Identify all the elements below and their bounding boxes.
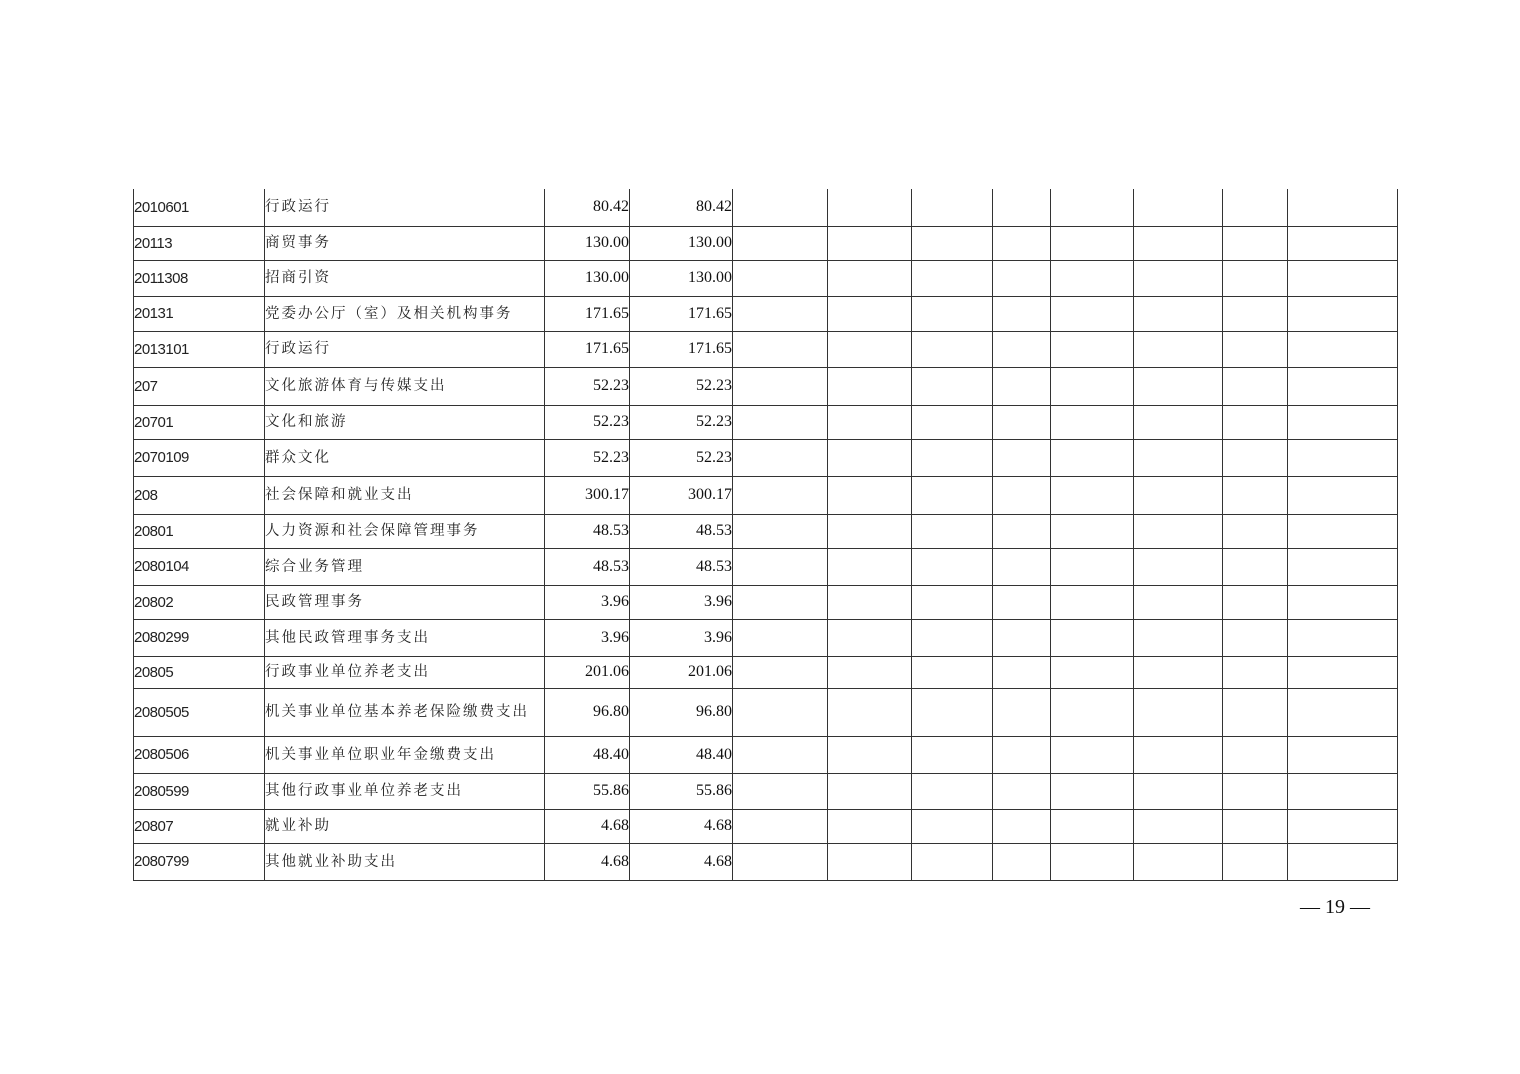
empty-cell <box>1288 476 1398 514</box>
empty-cell <box>1134 514 1223 548</box>
empty-cell <box>1051 809 1134 843</box>
empty-cell <box>912 331 993 367</box>
empty-cell <box>1134 260 1223 296</box>
empty-cell <box>1223 585 1288 619</box>
total-amount-cell: 3.96 <box>545 619 630 656</box>
empty-cell <box>1134 331 1223 367</box>
subject-code-cell: 20131 <box>134 296 265 331</box>
basic-amount-cell: 300.17 <box>630 476 733 514</box>
empty-cell <box>1223 260 1288 296</box>
subject-name-cell: 其他行政事业单位养老支出 <box>265 773 545 809</box>
empty-cell <box>733 809 828 843</box>
empty-cell <box>1051 688 1134 736</box>
empty-cell <box>1288 619 1398 656</box>
subject-code-cell: 20805 <box>134 656 265 688</box>
empty-cell <box>828 296 912 331</box>
table-row <box>134 585 1398 619</box>
empty-cell <box>1223 296 1288 331</box>
empty-cell <box>1223 773 1288 809</box>
empty-cell <box>1288 548 1398 585</box>
subject-name-cell: 机关事业单位基本养老保险缴费支出 <box>265 688 545 736</box>
total-amount-cell: 130.00 <box>545 226 630 260</box>
empty-cell <box>1134 189 1223 226</box>
subject-code-cell: 208 <box>134 476 265 514</box>
empty-cell <box>733 189 828 226</box>
subject-name-cell: 群众文化 <box>265 439 545 476</box>
empty-cell <box>993 476 1051 514</box>
subject-name-cell: 就业补助 <box>265 809 545 843</box>
table-row <box>134 439 1398 476</box>
empty-cell <box>912 736 993 773</box>
basic-amount-cell: 130.00 <box>630 260 733 296</box>
empty-cell <box>733 514 828 548</box>
empty-cell <box>993 226 1051 260</box>
empty-cell <box>828 476 912 514</box>
subject-code-cell: 2080506 <box>134 736 265 773</box>
total-amount-cell: 48.40 <box>545 736 630 773</box>
empty-cell <box>993 656 1051 688</box>
subject-name-cell: 其他民政管理事务支出 <box>265 619 545 656</box>
subject-name-cell: 招商引资 <box>265 260 545 296</box>
empty-cell <box>733 260 828 296</box>
subject-code-cell: 2080799 <box>134 843 265 880</box>
basic-amount-cell: 52.23 <box>630 367 733 405</box>
empty-cell <box>1223 809 1288 843</box>
empty-cell <box>828 548 912 585</box>
empty-cell <box>912 226 993 260</box>
subject-code-cell: 20701 <box>134 405 265 439</box>
empty-cell <box>733 439 828 476</box>
subject-code-cell: 2011308 <box>134 260 265 296</box>
empty-cell <box>828 688 912 736</box>
subject-code-cell: 207 <box>134 367 265 405</box>
empty-cell <box>1051 736 1134 773</box>
empty-cell <box>733 548 828 585</box>
subject-code-cell: 2013101 <box>134 331 265 367</box>
total-amount-cell: 171.65 <box>545 296 630 331</box>
table-row <box>134 260 1398 296</box>
empty-cell <box>733 226 828 260</box>
empty-cell <box>828 843 912 880</box>
basic-amount-cell: 55.86 <box>630 773 733 809</box>
empty-cell <box>828 809 912 843</box>
empty-cell <box>733 585 828 619</box>
subject-code-cell: 20801 <box>134 514 265 548</box>
empty-cell <box>1051 439 1134 476</box>
empty-cell <box>1051 656 1134 688</box>
empty-cell <box>1288 843 1398 880</box>
empty-cell <box>733 367 828 405</box>
empty-cell <box>1288 226 1398 260</box>
empty-cell <box>912 688 993 736</box>
empty-cell <box>1134 619 1223 656</box>
empty-cell <box>1134 296 1223 331</box>
empty-cell <box>993 296 1051 331</box>
total-amount-cell: 96.80 <box>545 688 630 736</box>
empty-cell <box>1051 843 1134 880</box>
empty-cell <box>1288 331 1398 367</box>
table-row <box>134 189 1398 226</box>
table-row <box>134 736 1398 773</box>
empty-cell <box>733 843 828 880</box>
subject-code-cell: 2080299 <box>134 619 265 656</box>
total-amount-cell: 52.23 <box>545 405 630 439</box>
table-row <box>134 331 1398 367</box>
total-amount-cell: 80.42 <box>545 189 630 226</box>
budget-table <box>133 189 1398 881</box>
empty-cell <box>1134 773 1223 809</box>
empty-cell <box>1051 367 1134 405</box>
empty-cell <box>993 331 1051 367</box>
empty-cell <box>912 809 993 843</box>
empty-cell <box>1134 585 1223 619</box>
table-row <box>134 619 1398 656</box>
basic-amount-cell: 3.96 <box>630 619 733 656</box>
empty-cell <box>1051 405 1134 439</box>
total-amount-cell: 52.23 <box>545 367 630 405</box>
basic-amount-cell: 171.65 <box>630 296 733 331</box>
empty-cell <box>828 585 912 619</box>
empty-cell <box>1223 367 1288 405</box>
empty-cell <box>1051 514 1134 548</box>
table-row <box>134 688 1398 736</box>
table-row <box>134 226 1398 260</box>
subject-name-cell: 社会保障和就业支出 <box>265 476 545 514</box>
empty-cell <box>1223 226 1288 260</box>
empty-cell <box>912 296 993 331</box>
subject-name-cell: 机关事业单位职业年金缴费支出 <box>265 736 545 773</box>
empty-cell <box>1223 548 1288 585</box>
empty-cell <box>733 331 828 367</box>
empty-cell <box>733 619 828 656</box>
empty-cell <box>1051 331 1134 367</box>
empty-cell <box>912 548 993 585</box>
empty-cell <box>1288 367 1398 405</box>
empty-cell <box>912 439 993 476</box>
empty-cell <box>1051 226 1134 260</box>
empty-cell <box>1223 405 1288 439</box>
total-amount-cell: 48.53 <box>545 514 630 548</box>
total-amount-cell: 4.68 <box>545 843 630 880</box>
subject-code-cell: 2080599 <box>134 773 265 809</box>
subject-code-cell: 2010601 <box>134 189 265 226</box>
empty-cell <box>1051 773 1134 809</box>
empty-cell <box>1134 405 1223 439</box>
empty-cell <box>1288 439 1398 476</box>
empty-cell <box>1223 688 1288 736</box>
empty-cell <box>993 189 1051 226</box>
empty-cell <box>912 656 993 688</box>
subject-code-cell: 2080505 <box>134 688 265 736</box>
subject-name-cell: 文化旅游体育与传媒支出 <box>265 367 545 405</box>
total-amount-cell: 48.53 <box>545 548 630 585</box>
empty-cell <box>733 656 828 688</box>
subject-name-cell: 其他就业补助支出 <box>265 843 545 880</box>
empty-cell <box>1051 189 1134 226</box>
empty-cell <box>1288 773 1398 809</box>
table-row <box>134 548 1398 585</box>
total-amount-cell: 52.23 <box>545 439 630 476</box>
empty-cell <box>912 260 993 296</box>
basic-amount-cell: 4.68 <box>630 809 733 843</box>
subject-code-cell: 20113 <box>134 226 265 260</box>
empty-cell <box>1134 688 1223 736</box>
table-row <box>134 405 1398 439</box>
empty-cell <box>993 439 1051 476</box>
empty-cell <box>993 514 1051 548</box>
basic-amount-cell: 80.42 <box>630 189 733 226</box>
empty-cell <box>993 843 1051 880</box>
empty-cell <box>1223 736 1288 773</box>
empty-cell <box>828 226 912 260</box>
empty-cell <box>828 260 912 296</box>
basic-amount-cell: 48.40 <box>630 736 733 773</box>
basic-amount-cell: 52.23 <box>630 439 733 476</box>
empty-cell <box>733 405 828 439</box>
total-amount-cell: 130.00 <box>545 260 630 296</box>
empty-cell <box>1288 514 1398 548</box>
empty-cell <box>1134 367 1223 405</box>
empty-cell <box>993 688 1051 736</box>
table-row <box>134 514 1398 548</box>
empty-cell <box>828 405 912 439</box>
empty-cell <box>1051 585 1134 619</box>
empty-cell <box>1288 260 1398 296</box>
empty-cell <box>1223 656 1288 688</box>
basic-amount-cell: 48.53 <box>630 514 733 548</box>
subject-name-cell: 人力资源和社会保障管理事务 <box>265 514 545 548</box>
basic-amount-cell: 130.00 <box>630 226 733 260</box>
table-row <box>134 367 1398 405</box>
basic-amount-cell: 52.23 <box>630 405 733 439</box>
subject-name-cell: 民政管理事务 <box>265 585 545 619</box>
table-row <box>134 843 1398 880</box>
subject-code-cell: 2080104 <box>134 548 265 585</box>
empty-cell <box>828 514 912 548</box>
empty-cell <box>993 736 1051 773</box>
subject-code-cell: 2070109 <box>134 439 265 476</box>
empty-cell <box>993 809 1051 843</box>
empty-cell <box>993 405 1051 439</box>
empty-cell <box>1288 405 1398 439</box>
subject-name-cell: 行政运行 <box>265 189 545 226</box>
table-body <box>134 189 1398 880</box>
empty-cell <box>1134 548 1223 585</box>
subject-name-cell: 综合业务管理 <box>265 548 545 585</box>
empty-cell <box>828 189 912 226</box>
empty-cell <box>733 688 828 736</box>
empty-cell <box>1134 226 1223 260</box>
empty-cell <box>733 296 828 331</box>
subject-name-cell: 党委办公厅（室）及相关机构事务 <box>265 296 545 331</box>
empty-cell <box>912 619 993 656</box>
empty-cell <box>912 189 993 226</box>
empty-cell <box>828 367 912 405</box>
empty-cell <box>828 331 912 367</box>
basic-amount-cell: 3.96 <box>630 585 733 619</box>
empty-cell <box>733 773 828 809</box>
empty-cell <box>993 367 1051 405</box>
subject-name-cell: 行政事业单位养老支出 <box>265 656 545 688</box>
empty-cell <box>912 405 993 439</box>
empty-cell <box>1134 736 1223 773</box>
basic-amount-cell: 4.68 <box>630 843 733 880</box>
empty-cell <box>1223 189 1288 226</box>
basic-amount-cell: 48.53 <box>630 548 733 585</box>
table-row <box>134 656 1398 688</box>
empty-cell <box>1134 809 1223 843</box>
subject-name-cell: 文化和旅游 <box>265 405 545 439</box>
empty-cell <box>993 260 1051 296</box>
empty-cell <box>1288 809 1398 843</box>
empty-cell <box>828 656 912 688</box>
empty-cell <box>912 773 993 809</box>
empty-cell <box>993 619 1051 656</box>
total-amount-cell: 300.17 <box>545 476 630 514</box>
empty-cell <box>1288 688 1398 736</box>
empty-cell <box>912 843 993 880</box>
empty-cell <box>1288 736 1398 773</box>
basic-amount-cell: 171.65 <box>630 331 733 367</box>
table-row <box>134 476 1398 514</box>
subject-code-cell: 20807 <box>134 809 265 843</box>
empty-cell <box>1051 476 1134 514</box>
empty-cell <box>733 736 828 773</box>
total-amount-cell: 201.06 <box>545 656 630 688</box>
empty-cell <box>1223 439 1288 476</box>
empty-cell <box>828 773 912 809</box>
subject-name-cell: 商贸事务 <box>265 226 545 260</box>
empty-cell <box>1051 619 1134 656</box>
empty-cell <box>1134 439 1223 476</box>
total-amount-cell: 3.96 <box>545 585 630 619</box>
empty-cell <box>828 619 912 656</box>
basic-amount-cell: 201.06 <box>630 656 733 688</box>
empty-cell <box>1051 296 1134 331</box>
empty-cell <box>993 585 1051 619</box>
empty-cell <box>1051 548 1134 585</box>
page-number: — 19 — <box>1300 896 1370 918</box>
empty-cell <box>912 514 993 548</box>
empty-cell <box>828 439 912 476</box>
empty-cell <box>912 585 993 619</box>
empty-cell <box>1223 843 1288 880</box>
empty-cell <box>993 773 1051 809</box>
subject-code-cell: 20802 <box>134 585 265 619</box>
total-amount-cell: 55.86 <box>545 773 630 809</box>
empty-cell <box>1223 331 1288 367</box>
table-row <box>134 296 1398 331</box>
empty-cell <box>1223 619 1288 656</box>
empty-cell <box>828 736 912 773</box>
empty-cell <box>1134 843 1223 880</box>
table-row <box>134 809 1398 843</box>
empty-cell <box>1051 260 1134 296</box>
empty-cell <box>1223 476 1288 514</box>
empty-cell <box>993 548 1051 585</box>
subject-name-cell: 行政运行 <box>265 331 545 367</box>
total-amount-cell: 4.68 <box>545 809 630 843</box>
empty-cell <box>1288 585 1398 619</box>
table-row <box>134 773 1398 809</box>
basic-amount-cell: 96.80 <box>630 688 733 736</box>
empty-cell <box>1288 656 1398 688</box>
empty-cell <box>733 476 828 514</box>
empty-cell <box>1223 514 1288 548</box>
empty-cell <box>1288 296 1398 331</box>
empty-cell <box>1134 656 1223 688</box>
empty-cell <box>1288 189 1398 226</box>
empty-cell <box>912 367 993 405</box>
total-amount-cell: 171.65 <box>545 331 630 367</box>
empty-cell <box>1134 476 1223 514</box>
empty-cell <box>912 476 993 514</box>
